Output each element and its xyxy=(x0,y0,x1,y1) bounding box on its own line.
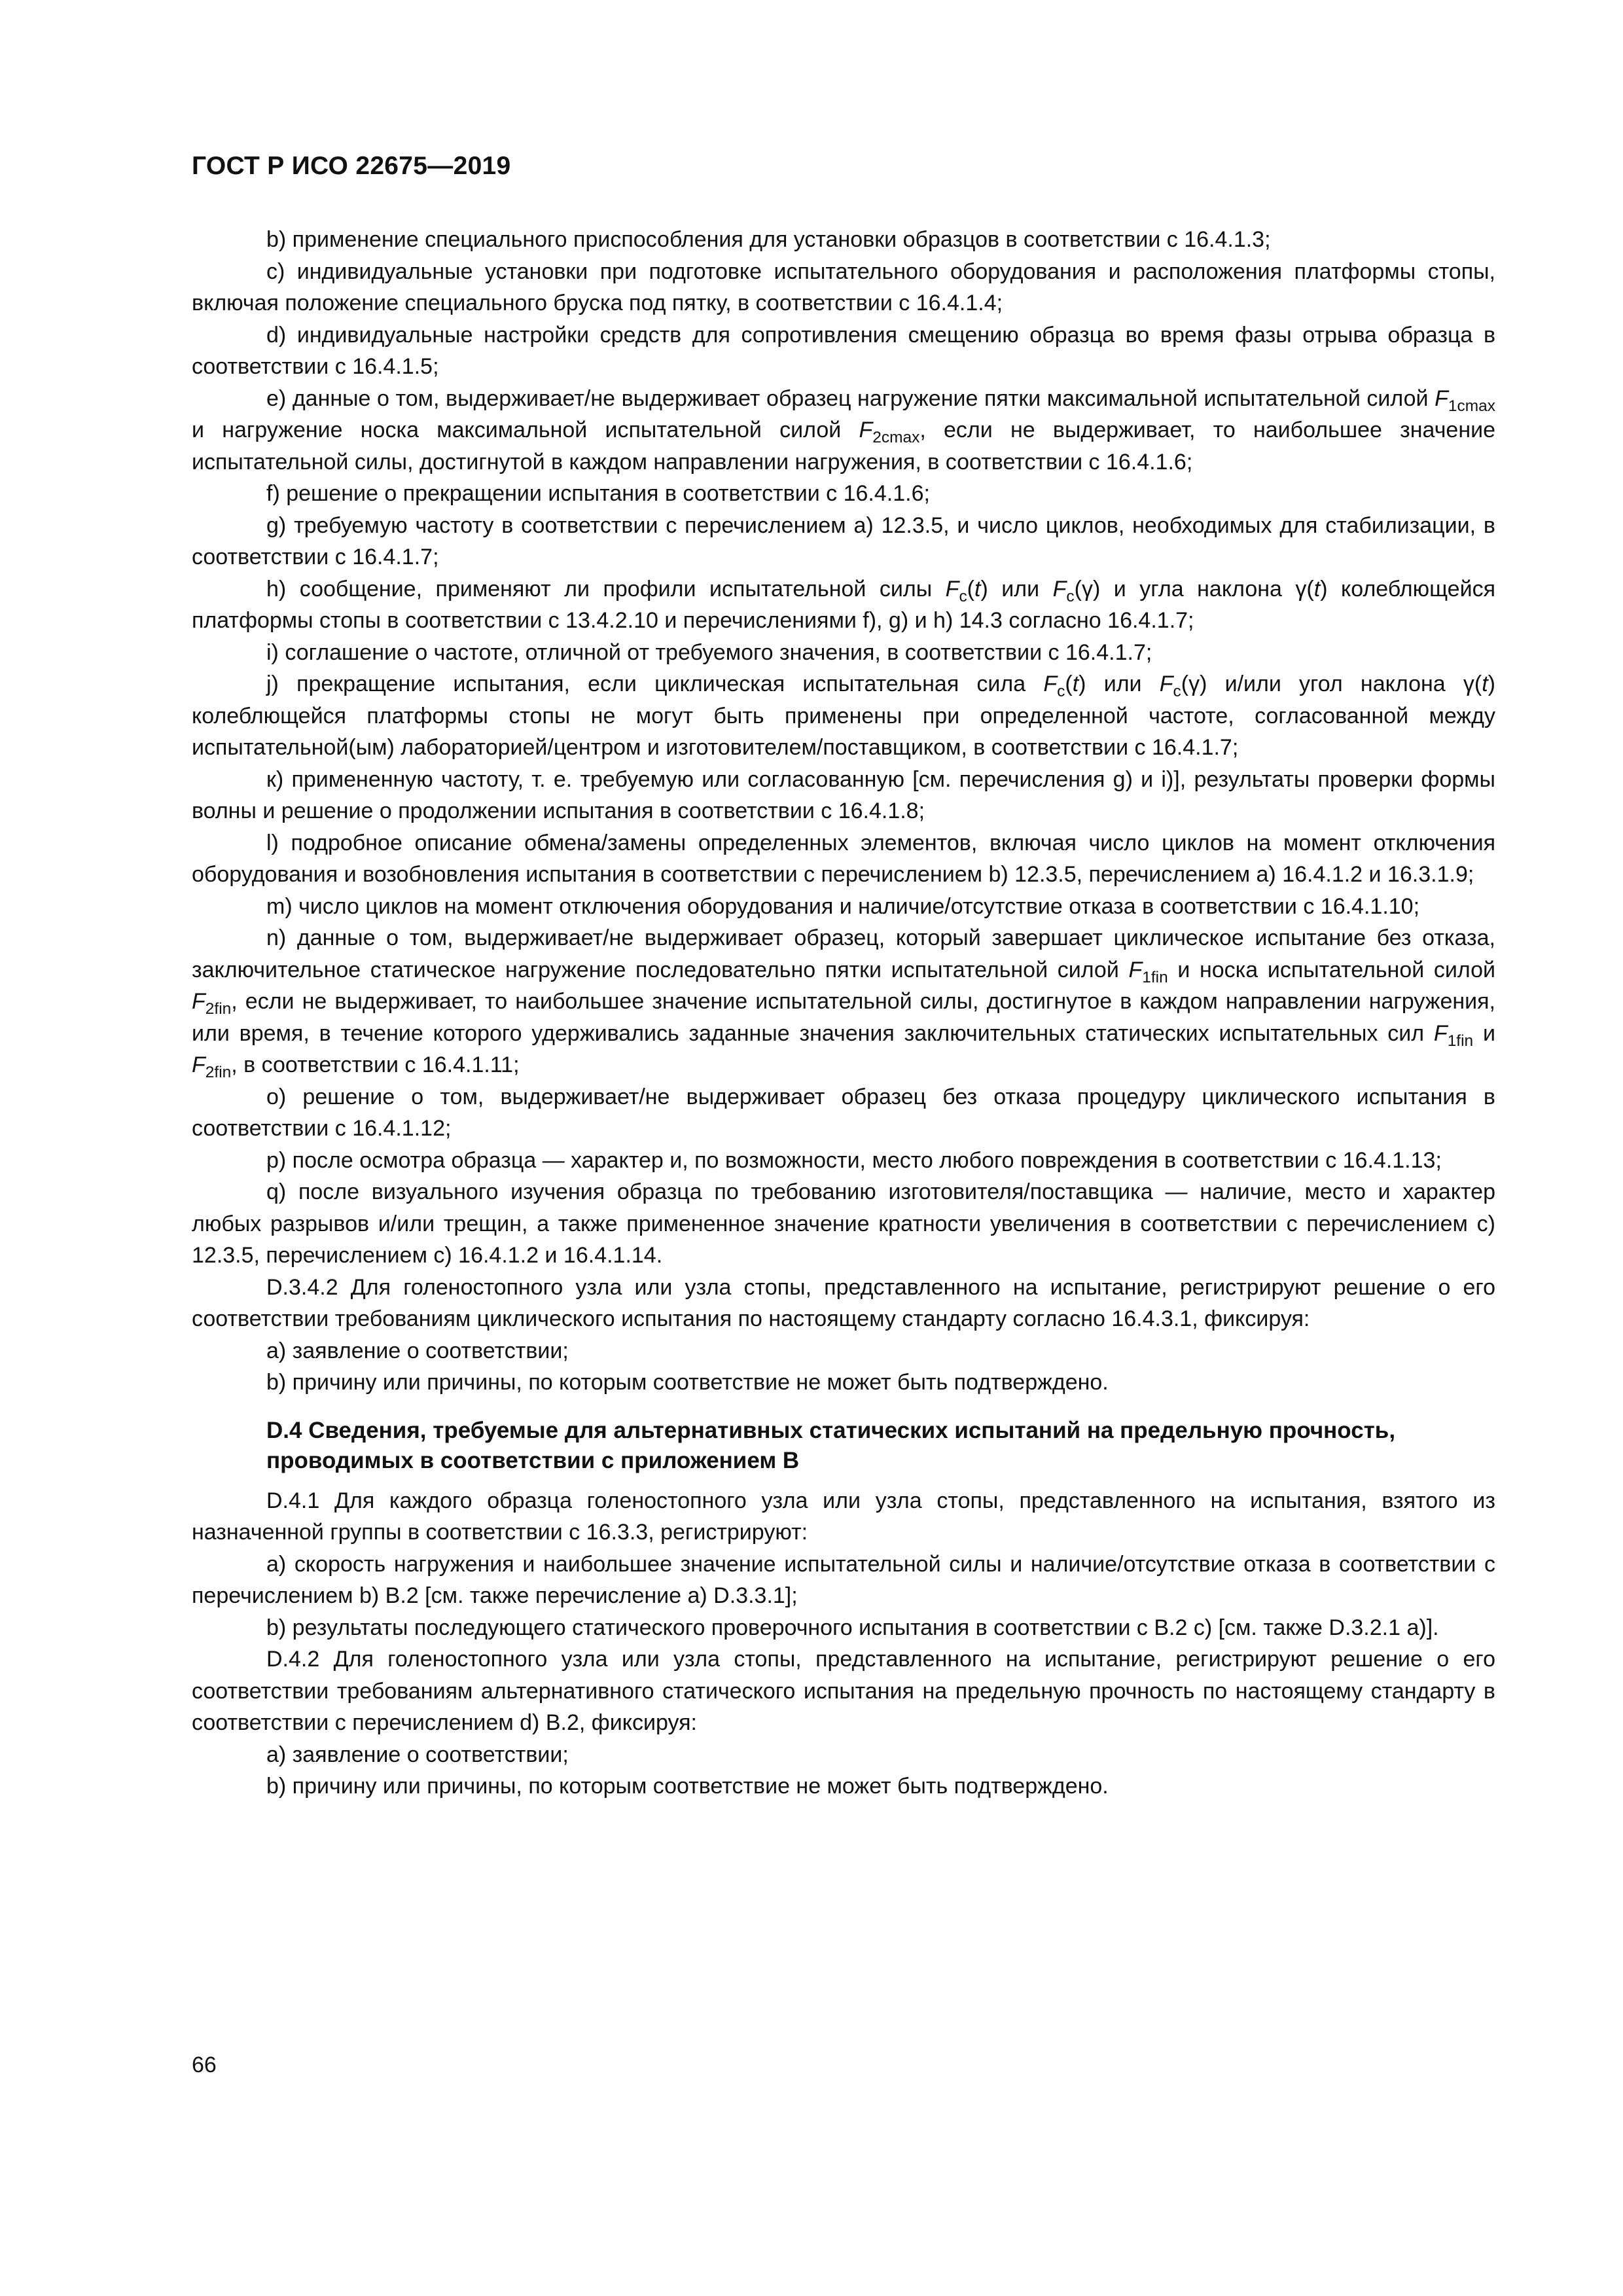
list-item-a-statement: a) заявление о соответствии; xyxy=(266,1742,569,1767)
list-item-c: c) индивидуальные установки при подготовке испытательного оборудования и расположения платформы стопы, включая положение специального бруска под пятку, в соответствии с 16.4.1.4; xyxy=(192,259,1495,315)
list-item-a: a) заявление о соответствии; xyxy=(266,1338,569,1363)
list-item-q: q) после визуального изучения образца по требованию изготовителя/поставщика — наличие, место и характер любых разрывов и/или трещин, а также примененное значение кратности увеличения в соответствии с перечислением с) 12.3.5, перечислением с) 16.4.1.2 и 16.4.1.14. xyxy=(192,1179,1495,1268)
document-body xyxy=(192,224,1495,1803)
list-item-m: m) число циклов на момент отключения оборудования и наличие/отсутствие отказа в соответствии с 16.4.1.10; xyxy=(266,893,1420,919)
list-item-f: f) решение о прекращении испытания в соответствии с 16.4.1.6; xyxy=(266,481,930,506)
list-item-b-results: b) результаты последующего статического проверочного испытания в соответствии с В.2 с) [см. также D.3.2.1 а)]. xyxy=(266,1615,1439,1640)
list-item-o: o) решение о том, выдерживает/не выдерживает образец без отказа процедуру циклического испытания в соответствии с 16.4.1.12; xyxy=(192,1084,1495,1141)
list-item-a-loading: a) скорость нагружения и наибольшее значение испытательной силы и наличие/отсутствие отказа в соответствии с перечислением b) В.2 [см. также перечисление а) D.3.3.1]; xyxy=(192,1551,1495,1608)
list-item-i: i) соглашение о частоте, отличной от требуемого значения, в соответствии с 16.4.1.7; xyxy=(266,639,1152,665)
clause-d-4-1: D.4.1 Для каждого образца голеностопного узла или узла стопы, представленного на испытания, взятого из назначенной группы в соответствии с 16.3.3, регистрируют: xyxy=(192,1488,1495,1545)
list-item-k: к) примененную частоту, т. е. требуемую или согласованную [см. перечисления g) и i)], результаты проверки формы волны и решение о продолжении испытания в соответствии с 16.4.1.8; xyxy=(192,766,1495,823)
page-number: 66 xyxy=(192,2053,217,2077)
list-item-b: b) применение специального приспособления для установки образцов в соответствии с 16.4.1.3; xyxy=(266,227,1271,252)
list-item-j: j) прекращение испытания, если циклическая испытательная сила $F_c(t)$ или $F_c(\gamma)$ и/или угол наклона γ(t) колеблющейся платформы стопы не могут быть применены при определенной частоте, согласованной между испытательной(ым) лабораторией/центром и изготовителем/поставщиком, в соответствии с 16.4.1.7; xyxy=(192,672,1495,760)
list-item-g: g) требуемую частоту в соответствии с перечислением а) 12.3.5, и число циклов, необходимых для стабилизации, в соответствии с 16.4.1.7; xyxy=(192,512,1495,569)
clause-d-3-4-2: D.3.4.2 Для голеностопного узла или узла стопы, представленного на испытание, регистрируют решение о его соответствии требованиям циклического испытания по настоящему стандарту согласно 16.4.3.1, фиксируя: xyxy=(192,1274,1495,1331)
list-item-e: e) данные о том, выдерживает/не выдерживает образец нагружение пятки максимальной испытательной силой $F_{1cmax}$ и нагружение носка максимальной испытательной силой $F_{2cmax}$, если не выдерживает, то наибольшее значение испытательной силы, достигнутой в каждом направлении нагружения, в соответствии с 16.4.1.6; xyxy=(192,386,1495,475)
list-item-b-reasons: b) причину или причины, по которым соответствие не может быть подтверждено. xyxy=(266,1774,1109,1799)
list-item-h: h) сообщение, применяют ли профили испытательной силы $F_c(t)$ или $F_c(\gamma)$ и угла наклона γ(t) колеблющейся платформы стопы в соответствии с 13.4.2.10 и перечислениями f), g) и h) 14.3 согласно 16.4.1.7; xyxy=(192,576,1495,633)
list-item-n: n) данные о том, выдерживает/не выдерживает образец, который завершает циклическое испытание без отказа, заключительное статическое нагружение последовательно пятки испытательной силой $F_{1fin}$ и носка испытательной силой $F_{2fin}$, если не выдерживает, то наибольшее значение испытательной силы, достигнутое в каждом направлении нагружения, или время, в течение которого удерживались заданные значения заключительных статических испытательных сил $F_{1fin}$ и $F_{2fin}$, в соответствии с 16.4.1.11; xyxy=(192,925,1495,1081)
list-item-d: d) индивидуальные настройки средств для сопротивления смещению образца во время фазы отрыва образца в соответствии с 16.4.1.5; xyxy=(192,322,1495,379)
clause-d-4-2: D.4.2 Для голеностопного узла или узла стопы, представленного на испытание, регистрируют решение о его соответствии требованиям альтернативного статического испытания на предельную прочность по настоящему стандарту в соответствии с перечислением d) В.2, фиксируя: xyxy=(192,1647,1495,1735)
list-item-l: l) подробное описание обмена/замены определенных элементов, включая число циклов на момент отключения оборудования и возобновления испытания в соответствии с перечислением b) 12.3.5, перечислением а) 16.4.1.2 и 16.3.1.9; xyxy=(192,830,1495,887)
list-item-p: p) после осмотра образца — характер и, по возможности, место любого повреждения в соответствии с 16.4.1.13; xyxy=(266,1147,1442,1173)
document-code-header: ГОСТ Р ИСО 22675—2019 xyxy=(192,152,511,180)
list-item-b-reason: b) причину или причины, по которым соответствие не может быть подтверждено. xyxy=(266,1370,1109,1395)
section-heading-d-4: D.4 Сведения, требуемые для альтернативных статических испытаний на предельную прочность, проводимых в соответствии с приложением В xyxy=(266,1417,1396,1473)
